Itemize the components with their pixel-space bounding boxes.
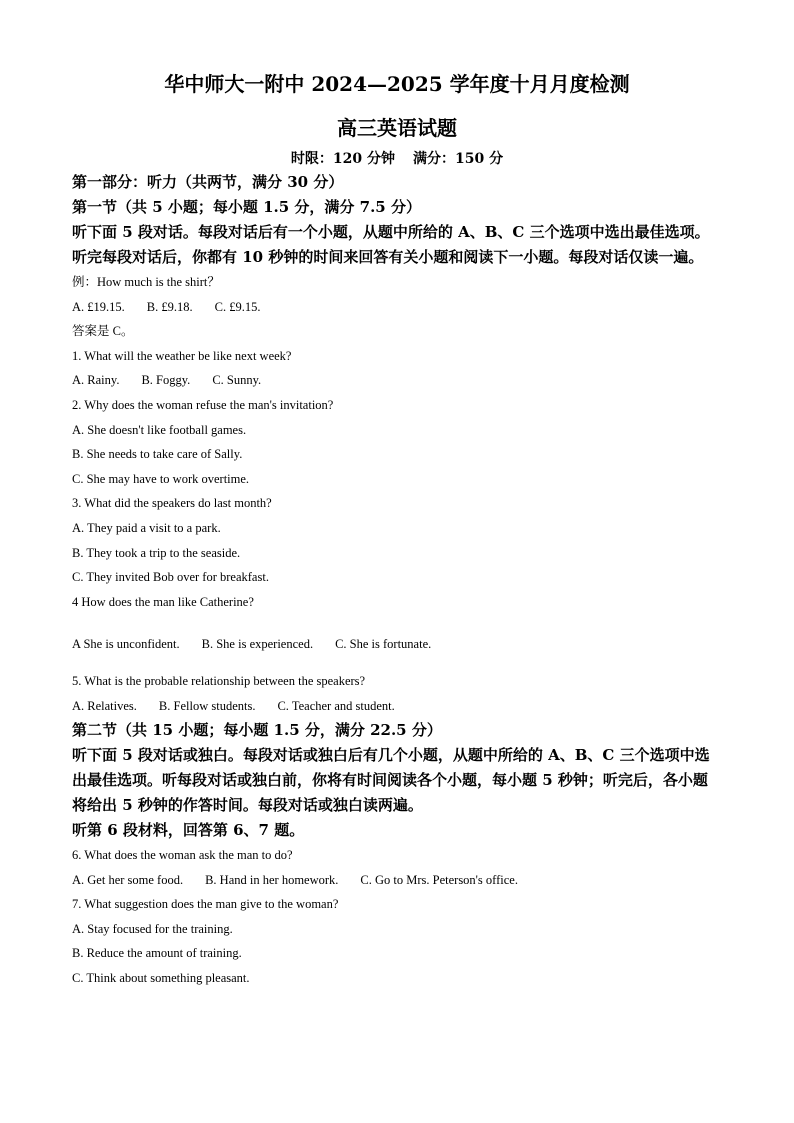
spacer xyxy=(72,614,722,632)
material-heading: 听第 6 段材料，回答第 6、7 题。 xyxy=(72,821,305,840)
option: C. Go to Mrs. Peterson's office. xyxy=(360,872,518,887)
option: B. Foggy. xyxy=(141,373,191,388)
option: A. £19.15. xyxy=(72,299,125,314)
example-question: 例：How much is the shirt？ xyxy=(72,275,220,289)
example-options xyxy=(72,295,722,320)
section2-heading: 第二节（共 15 小题；每小题 1.5 分，满分 22.5 分） xyxy=(72,721,442,740)
option: B. She needs to take care of Sally. xyxy=(72,447,243,462)
question-1-options xyxy=(72,368,722,393)
full-score: 满分：150 分 xyxy=(413,151,504,167)
spacer xyxy=(72,657,722,669)
question-4-options xyxy=(72,632,722,657)
example-answer: 答案是 C。 xyxy=(72,324,134,339)
option: B. Fellow students. xyxy=(158,698,256,713)
option: B. Reduce the amount of training. xyxy=(72,946,242,961)
section1-heading: 第一节（共 5 小题；每小题 1.5 分，满分 7.5 分） xyxy=(72,198,421,216)
option: A. Relatives. xyxy=(72,698,137,713)
question-3: 3. What did the speakers do last month? xyxy=(72,496,272,511)
exam-content xyxy=(72,170,722,991)
question-6-options xyxy=(72,868,722,893)
section1-instructions: 听下面 5 段对话。每段对话后有一个小题，从题中所给的 A、B、C 三个选项中选出最佳选项。听完每段对话后，你都有 10 秒钟的时间来回答有关小题和阅读下一小题。每段对话仅读一遍。 xyxy=(72,223,710,266)
question-6: 6. What does the woman ask the man to do? xyxy=(72,848,293,863)
option: B. Hand in her homework. xyxy=(205,872,339,887)
time-limit: 时限：120 分钟 xyxy=(290,151,395,167)
part1-heading: 第一部分：听力（共两节，满分 30 分） xyxy=(72,173,344,191)
question-5-options xyxy=(72,694,722,719)
section2-instructions: 听下面 5 段对话或独白。每段对话或独白后有几个小题，从题中所给的 A、B、C 三个选项中选出最佳选项。听每段对话或独白前，你将有时间阅读各个小题，每小题 5 秒钟；听完后，各小题将给出 5 秒钟的作答时间。每段对话或独白读两遍。 xyxy=(72,746,710,815)
question-5: 5. What is the probable relationship between the speakers? xyxy=(72,673,366,688)
option: B. They took a trip to the seaside. xyxy=(72,545,241,560)
exam-subtitle: 高三英语试题 xyxy=(337,116,457,140)
option: A. Get her some food. xyxy=(72,872,184,887)
option: A. Rainy. xyxy=(72,373,120,388)
question-4: 4 How does the man like Catherine? xyxy=(72,594,254,609)
option: C. Think about something pleasant. xyxy=(72,971,250,986)
option: C. £9.15. xyxy=(214,299,261,314)
option: A. Stay focused for the training. xyxy=(72,921,233,936)
question-1: 1. What will the weather be like next week? xyxy=(72,348,292,363)
option: A. She doesn't like football games. xyxy=(72,422,247,437)
option: C. She may have to work overtime. xyxy=(72,471,250,486)
option: B. She is experienced. xyxy=(201,637,314,652)
exam-title: 华中师大一附中 2024—2025 学年度十月月度检测 xyxy=(164,72,630,96)
option: C. Teacher and student. xyxy=(277,698,395,713)
option: B. £9.18. xyxy=(146,299,193,314)
exam-meta xyxy=(0,148,794,168)
option: A. They paid a visit to a park. xyxy=(72,520,221,535)
option: A She is unconfident. xyxy=(72,637,180,652)
option: C. They invited Bob over for breakfast. xyxy=(72,570,269,585)
option: C. Sunny. xyxy=(212,373,262,388)
option: C. She is fortunate. xyxy=(335,637,432,652)
question-7: 7. What suggestion does the man give to the woman? xyxy=(72,897,339,912)
question-2: 2. Why does the woman refuse the man's invitation? xyxy=(72,397,334,412)
